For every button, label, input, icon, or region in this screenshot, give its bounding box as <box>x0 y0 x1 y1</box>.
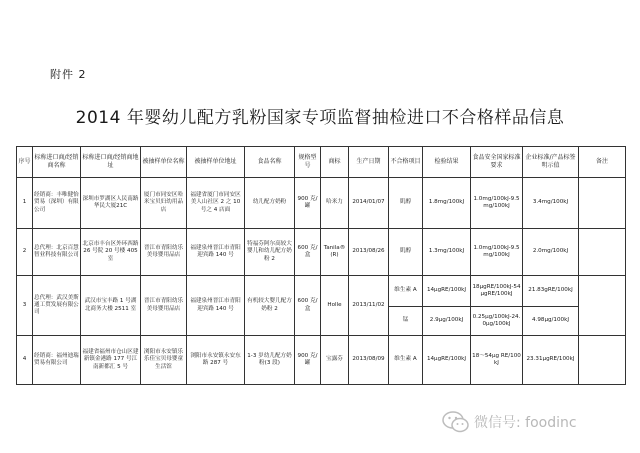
sampled-unit: 晋江市青阳幼乐美母婴用品店 <box>141 276 187 336</box>
spec: 600 克/盒 <box>295 229 321 276</box>
wechat-icon <box>442 411 470 433</box>
importer-address: 深圳市罗湖区人民南路华民大厦21C <box>81 178 141 229</box>
production-date: 2013/08/26 <box>349 229 389 276</box>
header-cell: 标称进口商/经销商地址 <box>81 147 141 178</box>
spec: 900 克/罐 <box>295 178 321 229</box>
table-row <box>17 276 626 307</box>
test-result: 1.8mg/100kJ <box>423 178 471 229</box>
sampled-unit: 厦门市同安区哈米宝贝妇幼用品店 <box>141 178 187 229</box>
table-row <box>17 229 626 276</box>
table-row <box>17 336 626 385</box>
brand: 宝露芬 <box>321 336 349 385</box>
header-cell: 规格型号 <box>295 147 321 178</box>
national-standard: 18～54μg RE/100kJ <box>471 336 523 385</box>
failed-item: 肌醇 <box>389 229 423 276</box>
row-number: 3 <box>17 276 33 336</box>
label-value: 23.31μgRE/100kJ <box>523 336 579 385</box>
test-result: 1.3mg/100kJ <box>423 229 471 276</box>
header-cell: 被抽样单位地址 <box>187 147 245 178</box>
unqualified-samples-table <box>16 146 626 385</box>
header-cell: 检验结果 <box>423 147 471 178</box>
label-value: 21.83gRE/100kJ <box>523 276 579 307</box>
header-cell: 序号 <box>17 147 33 178</box>
header-cell: 企业标准/产品标签明示值 <box>523 147 579 178</box>
label-value: 2.0mg/100kJ <box>523 229 579 276</box>
page-title: 2014 年婴幼儿配方乳粉国家专项监督抽检进口不合格样品信息 <box>75 108 565 128</box>
test-result: 14μgRE/100kJ <box>423 336 471 385</box>
brand: 哈米力 <box>321 178 349 229</box>
failed-item: 肌醇 <box>389 178 423 229</box>
header-cell: 食品名称 <box>245 147 295 178</box>
importer-address: 北京市丰台区外环西路 26 号院 20 号楼 405 室 <box>81 229 141 276</box>
label-value: 4.98μg/100kJ <box>523 307 579 336</box>
label-value: 3.4mg/100kJ <box>523 178 579 229</box>
test-result: 2.9μg/100kJ <box>423 307 471 336</box>
row-number: 4 <box>17 336 33 385</box>
sampled-address: 浏阳市永安镇永安东路 287 号 <box>187 336 245 385</box>
remark <box>579 336 626 385</box>
header-cell: 备注 <box>579 147 626 178</box>
brand: Holle <box>321 276 349 336</box>
header-cell: 生产日期 <box>349 147 389 178</box>
table-header-row <box>17 147 626 178</box>
food-name: 1-3 岁幼儿配方奶粉(3 段) <box>245 336 295 385</box>
food-name: 幼儿配方奶粉 <box>245 178 295 229</box>
importer-address: 福建省福州市仓山区建新镇金港路 177 号江南新都汇 5 号 <box>81 336 141 385</box>
header-cell: 食品安全国家标准要求 <box>471 147 523 178</box>
national-standard: 1.0mg/100kJ-9.5mg/100kJ <box>471 178 523 229</box>
importer-name: 总代理：北京百慧智业科技有限公司 <box>33 229 81 276</box>
sampled-address: 福建泉州晋江市青阳迎宾路 140 号 <box>187 229 245 276</box>
attachment-label: 附件 2 <box>50 68 87 81</box>
remark <box>579 229 626 276</box>
failed-item: 维生素 A <box>389 276 423 307</box>
importer-address: 武汉市宝丰路 1 号湖北商务大楼 2511 室 <box>81 276 141 336</box>
national-standard: 0.25μg/100kJ-24.0μg/100kJ <box>471 307 523 336</box>
row-number: 1 <box>17 178 33 229</box>
header-cell: 商标 <box>321 147 349 178</box>
spec: 600 克/盒 <box>295 276 321 336</box>
national-standard: 1.0mg/100kJ-9.5mg/100kJ <box>471 229 523 276</box>
wechat-watermark <box>442 411 577 433</box>
brand: Tanila®(R) <box>321 229 349 276</box>
sampled-unit: 浏阳市永安镇乐乐佳宝贝母婴童生活馆 <box>141 336 187 385</box>
national-standard: 18μgRE/100kJ-54μgRE/100kJ <box>471 276 523 307</box>
remark <box>579 276 626 336</box>
spec: 900 克/罐 <box>295 336 321 385</box>
table-row <box>17 178 626 229</box>
failed-item: 维生素 A <box>389 336 423 385</box>
header-cell: 标称进口商/经销商名称 <box>33 147 81 178</box>
importer-name: 经销商：丰唯健怡贸易（深圳）有限公司 <box>33 178 81 229</box>
production-date: 2013/08/09 <box>349 336 389 385</box>
sampled-address: 福建泉州晋江市青阳迎宾路 140 号 <box>187 276 245 336</box>
importer-name: 总代理：武汉美斯通工贸发展有限公司 <box>33 276 81 336</box>
row-number: 2 <box>17 229 33 276</box>
sampled-unit: 晋江市青阳幼乐美母婴用品店 <box>141 229 187 276</box>
remark <box>579 178 626 229</box>
watermark-text: 微信号: foodinc <box>474 415 577 431</box>
production-date: 2014/01/07 <box>349 178 389 229</box>
failed-item: 锰 <box>389 307 423 336</box>
header-cell: 被抽样单位名称 <box>141 147 187 178</box>
importer-name: 经销商：福州迪瑞贸易有限公司 <box>33 336 81 385</box>
header-cell: 不合格项目 <box>389 147 423 178</box>
test-result: 14μgRE/100kJ <box>423 276 471 307</box>
production-date: 2013/11/02 <box>349 276 389 336</box>
food-name: 有机较大婴儿配方奶粉 2 <box>245 276 295 336</box>
food-name: 特福芬阿尔高较大婴儿和幼儿配方奶粉 2 <box>245 229 295 276</box>
sampled-address: 福建省厦门市同安区美人山社区 2 之 10 号之 4 店面 <box>187 178 245 229</box>
